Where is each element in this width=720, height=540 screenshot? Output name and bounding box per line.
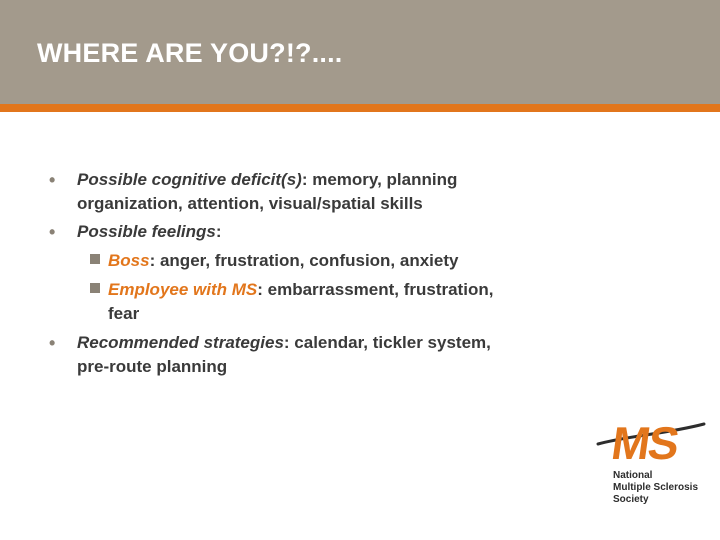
sub-bullet-1-label: Boss bbox=[108, 251, 150, 270]
bullet-dot: • bbox=[49, 333, 56, 353]
sub-bullet-2: Employee with MS: embarrassment, frustration, bbox=[108, 280, 494, 299]
sub-bullet-1-text: anger, frustration, confusion, anxiety bbox=[159, 251, 459, 270]
bullet-2-line-1: Possible feelings: bbox=[77, 222, 222, 241]
bullet-3-line-1: Recommended strategies: calendar, tickler system, bbox=[77, 333, 491, 352]
square-bullet-icon bbox=[90, 283, 100, 293]
slide-title: WHERE ARE YOU?!?.... bbox=[37, 38, 343, 68]
logo-wordmark: National Multiple Sclerosis Society bbox=[613, 470, 699, 505]
square-bullet-icon bbox=[90, 254, 100, 264]
sub-bullet-2-text: embarrassment, frustration, bbox=[267, 280, 494, 299]
ms-logo-mark: MS bbox=[608, 417, 681, 469]
bullet-dot: • bbox=[49, 222, 56, 242]
bullet-3-label: Recommended strategies bbox=[77, 333, 284, 352]
bullet-3-line-2: pre-route planning bbox=[77, 357, 228, 376]
sub-bullet-2-label: Employee with MS bbox=[108, 280, 258, 299]
sub-bullet-1: Boss: anger, frustration, confusion, anxiety bbox=[108, 251, 459, 270]
bullet-3-text: calendar, tickler system, bbox=[294, 333, 491, 352]
sub-bullet-2-cont: fear bbox=[108, 304, 140, 323]
bullet-1-text: memory, planning bbox=[312, 170, 458, 189]
bullet-dot: • bbox=[49, 170, 56, 190]
bullet-1-label: Possible cognitive deficit(s) bbox=[77, 170, 302, 189]
bullet-1-line-1: Possible cognitive deficit(s): memory, planning bbox=[77, 170, 458, 189]
bullet-1-line-2: organization, attention, visual/spatial skills bbox=[77, 194, 423, 213]
bullet-2-label: Possible feelings bbox=[77, 222, 216, 241]
